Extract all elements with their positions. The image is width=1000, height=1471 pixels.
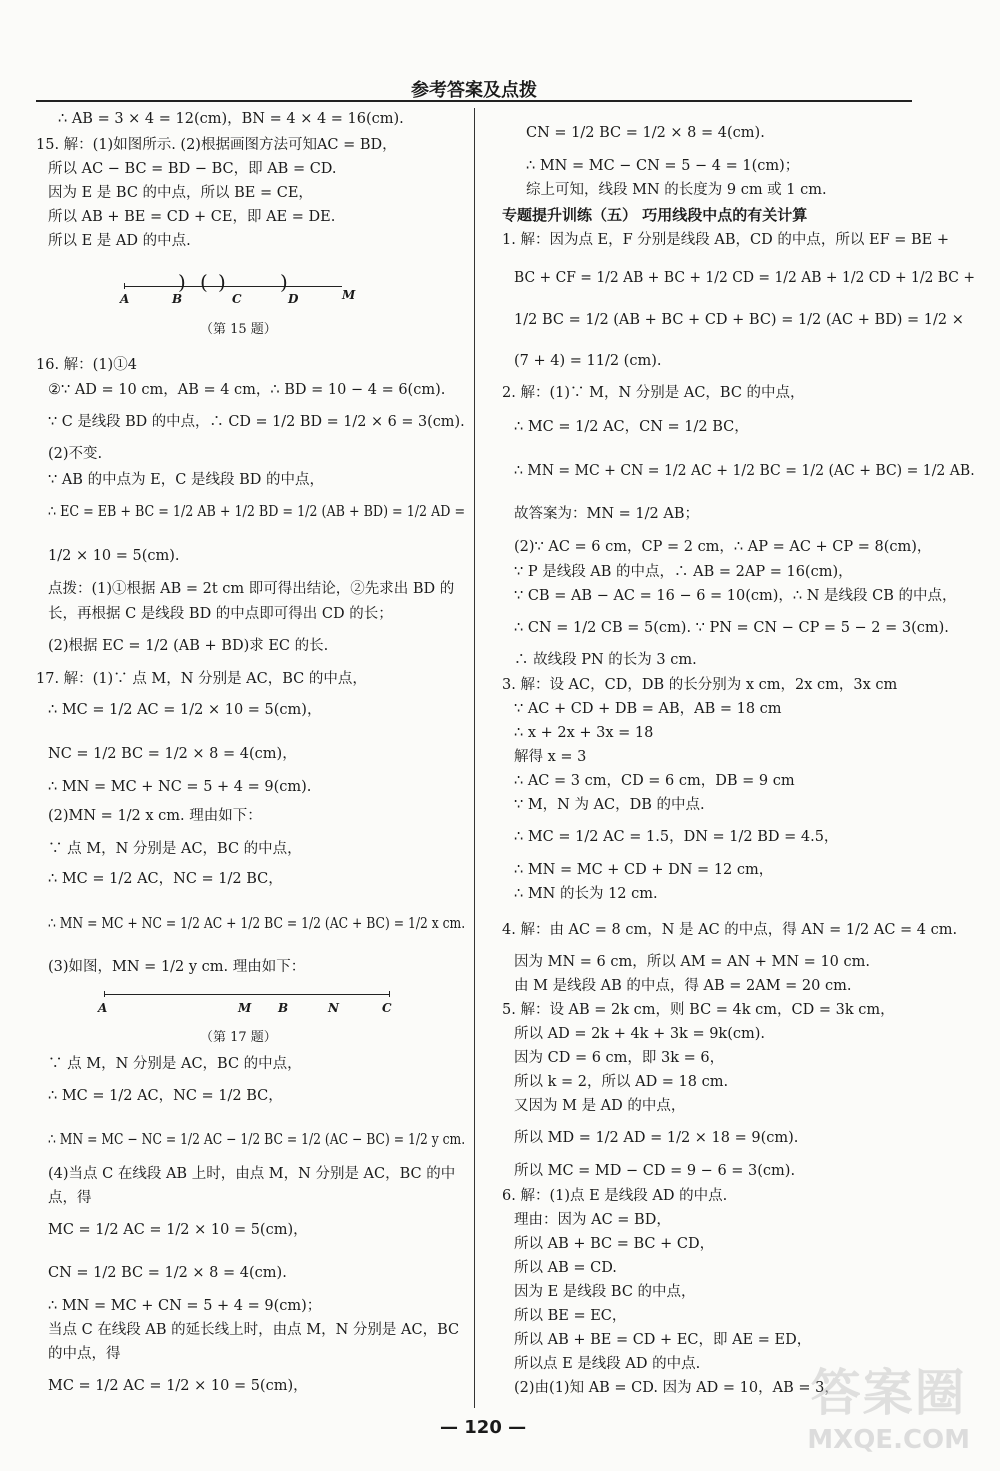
figure-15-label-c: C	[232, 292, 242, 306]
text-line: (2)∵ AC = 6 cm，CP = 2 cm，∴ AP = AC + CP = 8(cm)，	[514, 539, 932, 555]
text-line: 长，再根据 C 是线段 BD 的中点即可得出 CD 的长；	[48, 606, 393, 622]
text-line: 5. 解：设 AB = 2k cm，则 BC = 4k cm，CD = 3k cm，	[502, 1002, 895, 1018]
figure-17-label-m: M	[238, 1001, 252, 1015]
text-line: 所以 AB + BE = CD + EC，即 AE = ED，	[514, 1332, 812, 1348]
text-line: 因为 E 是线段 BC 的中点，	[514, 1284, 696, 1300]
text-line: ∵ AC + CD + DB = AB，AB = 18 cm	[514, 701, 782, 717]
figure-17-label-a: A	[98, 1001, 108, 1015]
figure-17-line	[104, 994, 390, 995]
text-line: 又因为 M 是 AD 的中点，	[514, 1098, 686, 1114]
text-line: 故答案为：MN = 1/2 AB；	[514, 506, 699, 522]
text-line: (4)当点 C 在线段 AB 上时，由点 M，N 分别是 AC，BC 的中	[48, 1166, 456, 1182]
text-line: CN = 1/2 BC = 1/2 × 8 = 4(cm).	[48, 1265, 287, 1281]
figure-17-label-b: B	[278, 1001, 289, 1015]
text-line: 因为 MN = 6 cm，所以 AM = AN + MN = 10 cm.	[514, 954, 870, 970]
text-line: 4. 解：由 AC = 8 cm，N 是 AC 的中点，得 AN = 1/2 AC = 4 cm.	[502, 922, 958, 938]
text-line: 17. 解：(1)∵ 点 M，N 分别是 AC，BC 的中点，	[36, 671, 367, 687]
text-line: 所以 AD = 2k + 4k + 3k = 9k(cm).	[514, 1026, 766, 1042]
text-line: CN = 1/2 BC = 1/2 × 8 = 4(cm).	[526, 125, 765, 141]
text-line: 所以 BE = EC，	[514, 1308, 627, 1324]
watermark-url: MXQE.COM	[807, 1425, 970, 1455]
figure-15-label-a: A	[120, 292, 130, 306]
text-line: 16. 解：(1)①4	[36, 357, 137, 373]
text-line: 1. 解：因为点 E，F 分别是线段 AB，CD 的中点，所以 EF = BE +	[502, 232, 949, 248]
text-line: 的中点，得	[48, 1346, 121, 1362]
figure-17-label-n: N	[328, 1001, 339, 1015]
figure-15-arc-c: )	[218, 270, 226, 294]
text-line: 3. 解：设 AC，CD，DB 的长分别为 x cm，2x cm，3x cm	[502, 677, 898, 693]
text-line: ∴ MC = 1/2 AC = 1.5，DN = 1/2 BD = 4.5，	[514, 829, 839, 845]
text-line: 综上可知，线段 MN 的长度为 9 cm 或 1 cm.	[526, 182, 827, 198]
text-line: ∴ MC = 1/2 AC，NC = 1/2 BC，	[48, 1088, 283, 1104]
figure-17	[96, 988, 396, 1018]
text-line: 所以 AB = CD.	[514, 1260, 617, 1276]
text-line: 解得 x = 3	[514, 749, 587, 765]
text-line: ∴ MN 的长为 12 cm.	[514, 886, 658, 902]
figure-15-label-b: B	[172, 292, 183, 306]
figure-15-caption: （第 15 题）	[200, 322, 277, 337]
column-divider	[474, 108, 475, 1408]
text-line: 当点 C 在线段 AB 的延长线上时，由点 M，N 分别是 AC，BC	[48, 1322, 460, 1338]
text-line: 因为 CD = 6 cm，即 3k = 6，	[514, 1050, 725, 1066]
text-line: ∴ AB = 3 × 4 = 12(cm)，BN = 4 × 4 = 16(cm).	[58, 111, 404, 127]
text-line: BC + CF = 1/2 AB + BC + 1/2 CD = 1/2 AB + 1/2 CD + 1/2 BC +	[514, 270, 975, 286]
figure-15-arc-b: )	[178, 270, 186, 294]
text-line: ∴ MN = MC + CN = 1/2 AC + 1/2 BC = 1/2 (AC + BC) = 1/2 AB.	[514, 463, 975, 479]
text-line: (2)MN = 1/2 x cm. 理由如下：	[48, 808, 262, 824]
text-line: 因为 E 是 BC 的中点，所以 BE = CE，	[48, 185, 313, 201]
figure-15-arc-d: )	[280, 270, 288, 294]
figure-15	[120, 270, 360, 310]
text-line: ∴ CN = 1/2 CB = 5(cm). ∵ PN = CN − CP = 5 − 2 = 3(cm).	[514, 620, 949, 636]
text-line: 由 M 是线段 AB 的中点，得 AB = 2AM = 20 cm.	[514, 978, 852, 994]
text-line: 点拨：(1)①根据 AB = 2t cm 即可得出结论，②先求出 BD 的	[48, 581, 455, 597]
text-line: ∵ C 是线段 BD 的中点，∴ CD = 1/2 BD = 1/2 × 6 = 3(cm).	[48, 414, 465, 430]
text-line: ∴ MN = MC − NC = 1/2 AC − 1/2 BC = 1/2 (AC − BC) = 1/2 y cm.	[48, 1132, 466, 1148]
text-line: 6. 解：(1)点 E 是线段 AD 的中点.	[502, 1188, 728, 1204]
text-line: 所以点 E 是线段 AD 的中点.	[514, 1356, 701, 1372]
text-line: 1/2 BC = 1/2 (AB + BC + CD + BC) = 1/2 (AC + BD) = 1/2 ×	[514, 312, 964, 328]
text-line: ∴ x + 2x + 3x = 18	[514, 725, 654, 741]
text-line: ∵ AB 的中点为 E，C 是线段 BD 的中点，	[48, 472, 324, 488]
figure-17-caption: （第 17 题）	[200, 1030, 277, 1045]
text-line: 所以 E 是 AD 的中点.	[48, 233, 191, 249]
figure-15-label-m: M	[342, 288, 356, 302]
figure-17-tick-a	[104, 991, 105, 997]
figure-17-tick-c	[389, 991, 390, 997]
text-line: ∵ 点 M，N 分别是 AC，BC 的中点，	[48, 1056, 302, 1072]
text-line: ∴ MN = MC + CD + DN = 12 cm，	[514, 862, 774, 878]
text-line: (2)由(1)知 AB = CD. 因为 AD = 10，AB = 3，	[514, 1380, 839, 1396]
text-line: ∴ MN = MC + NC = 5 + 4 = 9(cm).	[48, 779, 312, 795]
text-line: ∴ MC = 1/2 AC，NC = 1/2 BC，	[48, 871, 283, 887]
text-line: 15. 解：(1)如图所示. (2)根据画图方法可知AC = BD，	[36, 137, 397, 153]
text-line: ∵ M，N 为 AC，DB 的中点.	[514, 797, 705, 813]
text-line: ∵ CB = AB − AC = 16 − 6 = 10(cm)，∴ N 是线段 CB 的中点，	[514, 588, 957, 604]
text-line: ∵ 点 M，N 分别是 AC，BC 的中点，	[48, 841, 302, 857]
text-line: ∴ MN = MC + NC = 1/2 AC + 1/2 BC = 1/2 (AC + BC) = 1/2 x cm.	[48, 916, 466, 932]
text-line: ②∵ AD = 10 cm，AB = 4 cm，∴ BD = 10 − 4 = 6(cm).	[48, 382, 446, 398]
page-header: 参考答案及点拨	[411, 80, 537, 101]
text-line: ∴ MN = MC + CN = 5 + 4 = 9(cm)；	[48, 1298, 322, 1314]
text-line: 点，得	[48, 1190, 92, 1206]
text-line: ∴ MC = 1/2 AC = 1/2 × 10 = 5(cm)，	[48, 702, 322, 718]
watermark-logo: 答案圈	[810, 1364, 967, 1422]
text-line: 所以 MD = 1/2 AD = 1/2 × 18 = 9(cm).	[514, 1130, 799, 1146]
text-line: (2)根据 EC = 1/2 (AB + BD)求 EC 的长.	[48, 638, 329, 654]
figure-15-line	[124, 286, 342, 287]
header-rule	[36, 100, 912, 102]
text-line: 2. 解：(1)∵ M，N 分别是 AC，BC 的中点，	[502, 385, 805, 401]
text-line: MC = 1/2 AC = 1/2 × 10 = 5(cm)，	[48, 1378, 308, 1394]
text-line: 1/2 × 10 = 5(cm).	[48, 548, 180, 564]
text-line: ∵ P 是线段 AB 的中点，∴ AB = 2AP = 16(cm)，	[514, 564, 853, 580]
figure-15-tick-a	[124, 283, 125, 289]
text-line: (7 + 4) = 11/2 (cm).	[514, 353, 662, 369]
text-line: ∴ 故线段 PN 的长为 3 cm.	[514, 652, 697, 668]
text-line: ∴ EC = EB + BC = 1/2 AB + 1/2 BD = 1/2 (AB + BD) = 1/2 AD =	[48, 504, 466, 520]
text-line: ∴ AC = 3 cm，CD = 6 cm，DB = 9 cm	[514, 773, 795, 789]
page-number: — 120 —	[440, 1417, 527, 1438]
text-line: ∴ MC = 1/2 AC，CN = 1/2 BC，	[514, 419, 749, 435]
text-line: (2)不变.	[48, 446, 103, 462]
text-line: 所以 AC − BC = BD − BC，即 AB = CD.	[48, 161, 337, 177]
text-line: NC = 1/2 BC = 1/2 × 8 = 4(cm)，	[48, 746, 297, 762]
text-line: 理由：因为 AC = BD，	[514, 1212, 671, 1228]
text-line: 所以 AB + BC = BC + CD，	[514, 1236, 715, 1252]
text-line: 所以 AB + BE = CD + CE，即 AE = DE.	[48, 209, 336, 225]
figure-15-label-d: D	[288, 292, 299, 306]
text-line: 所以 MC = MD − CD = 9 − 6 = 3(cm).	[514, 1163, 796, 1179]
text-line: 所以 k = 2，所以 AD = 18 cm.	[514, 1074, 729, 1090]
figure-15-arc-b2: (	[200, 270, 208, 294]
text-line: MC = 1/2 AC = 1/2 × 10 = 5(cm)，	[48, 1222, 308, 1238]
text-line: (3)如图，MN = 1/2 y cm. 理由如下：	[48, 959, 306, 975]
watermark	[807, 1353, 970, 1455]
text-line: ∴ MN = MC − CN = 5 − 4 = 1(cm)；	[526, 158, 800, 174]
figure-17-label-c: C	[382, 1001, 392, 1015]
section-heading: 专题提升训练（五） 巧用线段中点的有关计算	[502, 206, 808, 224]
